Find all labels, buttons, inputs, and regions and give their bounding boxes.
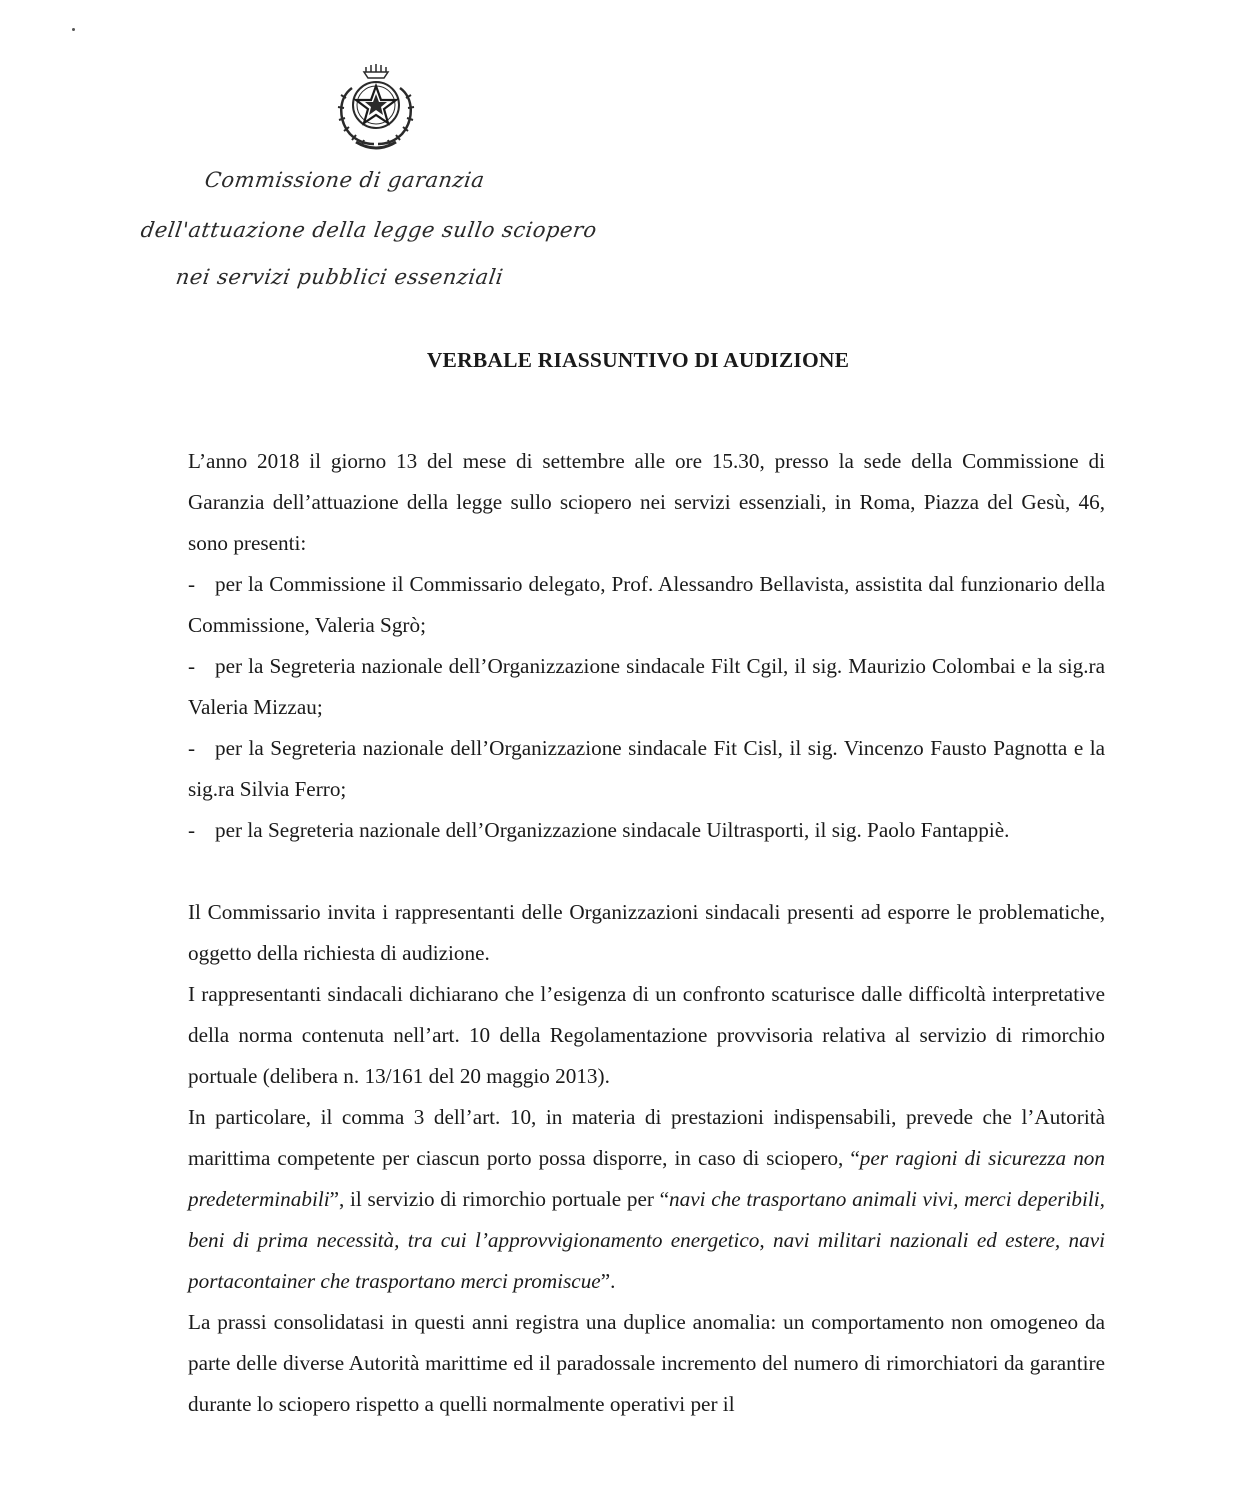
intro-paragraph: L’anno 2018 il giorno 13 del mese di settembre alle ore 15.30, presso la sede della Commissione di Garanzia dell’attuazione della legge sullo sciopero nei servizi essenziali, in Roma, Piazza del Gesù, 46, sono presenti: (188, 449, 1105, 555)
document-body (188, 441, 1105, 1425)
letterhead-line-1: Commissione di garanzia (203, 168, 487, 192)
particular-text-2: ”, il servizio di rimorchio portuale per “ (329, 1187, 670, 1211)
attendee-item: - per la Commissione il Commissario delegato, Prof. Alessandro Bellavista, assistita dal funzionario della Commissione, Valeria Sgrò; (188, 572, 1105, 637)
attendee-text: per la Segreteria nazionale dell’Organizzazione sindacale Fit Cisl, il sig. Vincenzo Fausto Pagnotta e la sig.ra Silvia Ferro; (188, 736, 1105, 801)
particular-quote-2: navi che trasportano animali vivi, merci deperibili, beni di prima necessità, tra cui l’approvvigionamento energetico, navi militari nazionali ed estere, navi portacontainer che trasportano merci promiscue (188, 1187, 1105, 1293)
attendee-text: per la Segreteria nazionale dell’Organizzazione sindacale Filt Cgil, il sig. Maurizio Colombai e la sig.ra Valeria Mizzau; (188, 654, 1105, 719)
attendee-text: per la Commissione il Commissario delegato, Prof. Alessandro Bellavista, assistita dal funzionario della Commissione, Valeria Sgrò; (188, 572, 1105, 637)
invite-paragraph: Il Commissario invita i rappresentanti delle Organizzazioni sindacali presenti ad esporre le problematiche, oggetto della richiesta di audizione. (188, 900, 1105, 965)
attendee-item: - per la Segreteria nazionale dell’Organizzazione sindacale Uiltrasporti, il sig. Paolo Fantappiè. (188, 818, 1010, 842)
particular-text-3: ”. (600, 1269, 616, 1293)
particular-quote-1: per ragioni di sicurezza non predeterminabili (188, 1146, 1105, 1211)
scan-speck (72, 28, 75, 31)
letterhead-line-3: nei servizi pubblici essenziali (174, 265, 505, 289)
attendee-text: per la Segreteria nazionale dell’Organizzazione sindacale Uiltrasporti, il sig. Paolo Fantappiè. (215, 818, 1010, 842)
declare-paragraph: I rappresentanti sindacali dichiarano che l’esigenza di un confronto scaturisce dalle difficoltà interpretative della norma contenuta nell’art. 10 della Regolamentazione provvisoria relativa al servizio di rimorchio portuale (delibera n. 13/161 del 20 maggio 2013). (188, 982, 1105, 1088)
particular-paragraph (188, 1097, 1105, 1302)
letterhead-line-2: dell'attuazione della legge sullo sciopero (139, 218, 599, 242)
document-title: VERBALE RIASSUNTIVO DI AUDIZIONE (426, 348, 850, 372)
attendee-item: - per la Segreteria nazionale dell’Organizzazione sindacale Filt Cgil, il sig. Maurizio Colombai e la sig.ra Valeria Mizzau; (188, 654, 1105, 719)
republic-emblem-icon (326, 58, 426, 156)
attendee-item: - per la Segreteria nazionale dell’Organizzazione sindacale Fit Cisl, il sig. Vincenzo Fausto Pagnotta e la sig.ra Silvia Ferro; (188, 736, 1105, 801)
particular-text-1: In particolare, il comma 3 dell’art. 10, in materia di prestazioni indispensabili, prevede che l’Autorità marittima competente per ciascun porto possa disporre, in caso di sciopero, “ (188, 1105, 1105, 1170)
practice-paragraph: La prassi consolidatasi in questi anni registra una duplice anomalia: un comportamento non omogeneo da parte delle diverse Autorità marittime ed il paradossale incremento del numero di rimorchiatori da garantire durante lo sciopero rispetto a quelli normalmente operativi per il (188, 1310, 1105, 1416)
